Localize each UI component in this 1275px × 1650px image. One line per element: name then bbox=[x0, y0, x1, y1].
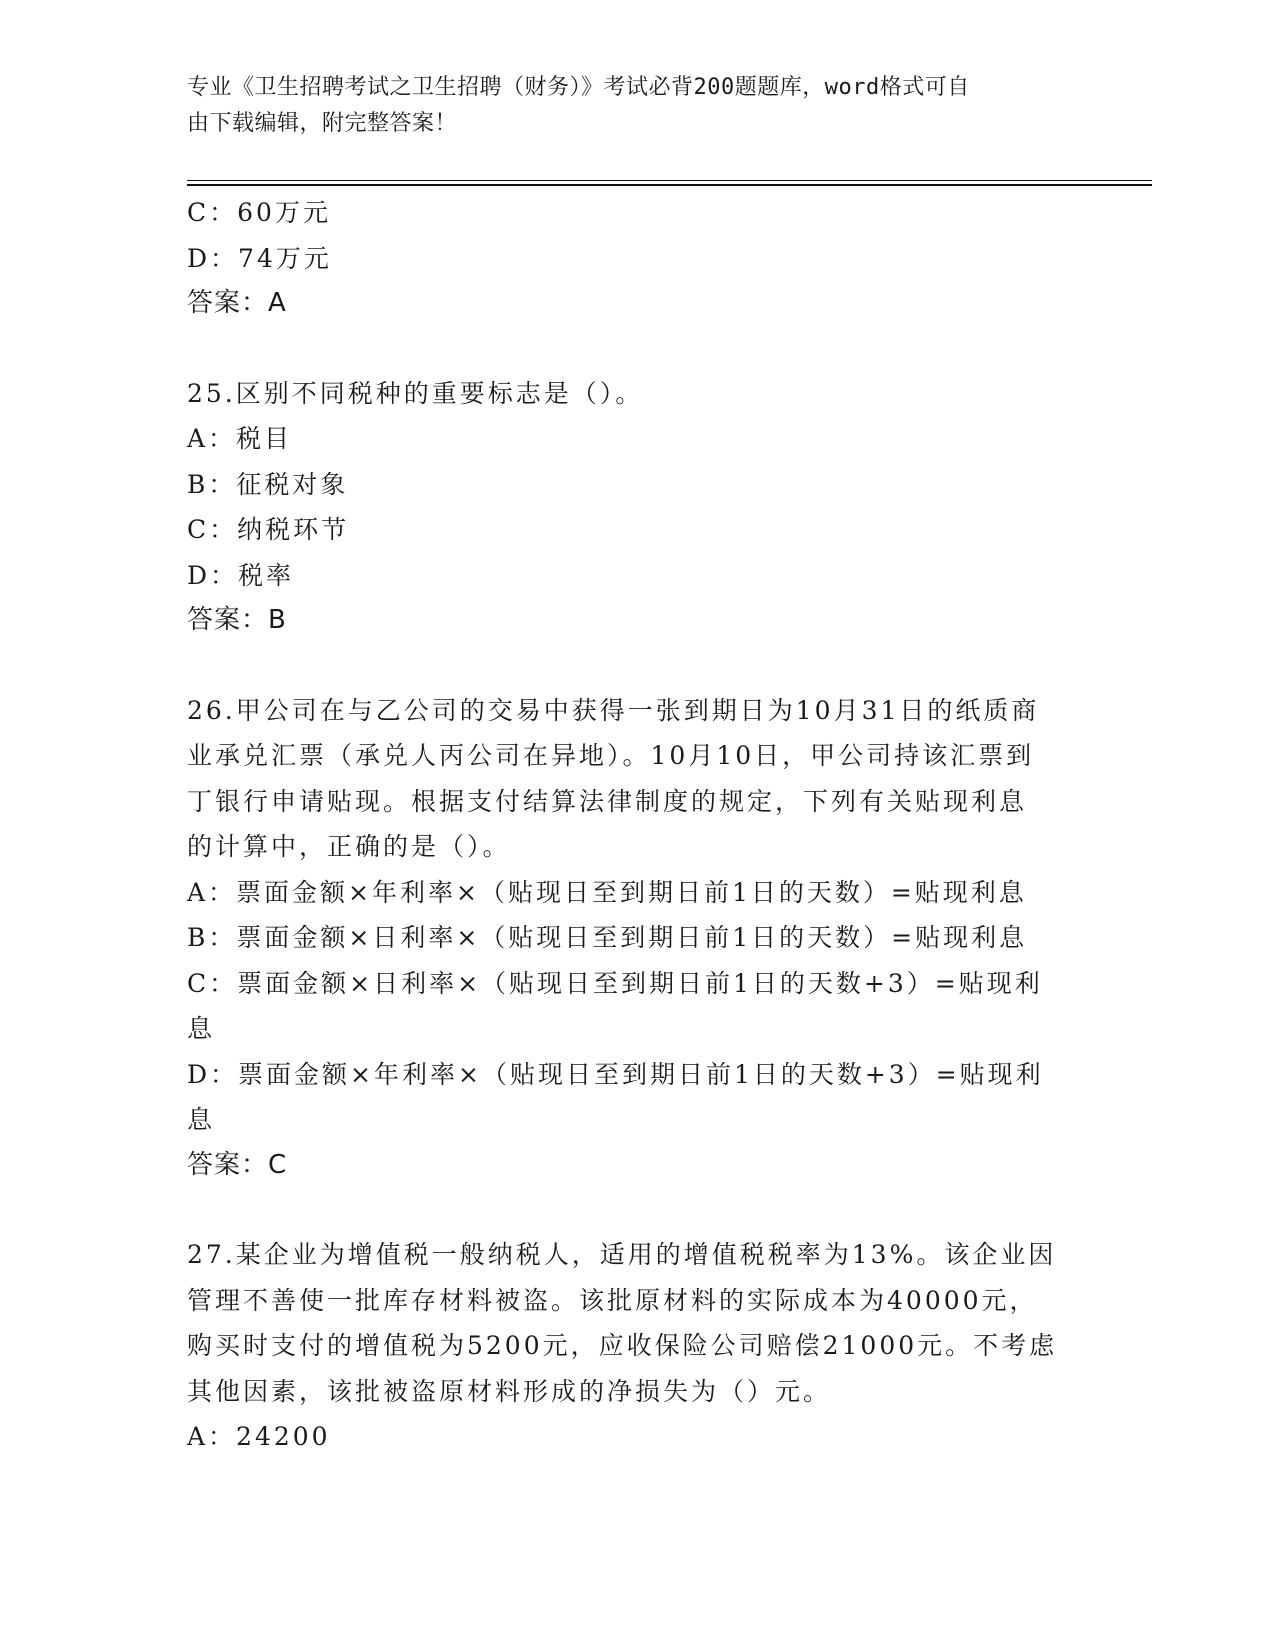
answer: 答案：A bbox=[187, 288, 287, 318]
header-rule-thin bbox=[187, 180, 1152, 181]
header-rule-thick bbox=[187, 184, 1152, 186]
header-line-1: 专业《卫生招聘考试之卫生招聘（财务）》考试必背200题题库，word格式可自 bbox=[187, 75, 970, 100]
option-b: B：票面金额×日利率×（贴现日至到期日前1日的天数）=贴现利息 bbox=[187, 923, 1028, 952]
option-d-cont: 息 bbox=[187, 1105, 216, 1134]
question-25 bbox=[187, 371, 1067, 644]
question-stem-line: 的计算中，正确的是（）。 bbox=[187, 832, 511, 861]
option-d: D：74万元 bbox=[187, 243, 332, 273]
option-a: A：票面金额×年利率×（贴现日至到期日前1日的天数）=贴现利息 bbox=[187, 877, 1027, 907]
header-line-2: 由下载编辑，附完整答案！ bbox=[187, 111, 458, 136]
option-a: A：税目 bbox=[187, 424, 293, 453]
question-24-tail bbox=[187, 190, 1067, 327]
question-stem-line: 业承兑汇票（承兑人丙公司在异地）。10月10日，甲公司持该汇票到 bbox=[187, 741, 1035, 770]
option-c: C：票面金额×日利率×（贴现日至到期日前1日的天数+3）=贴现利 bbox=[187, 968, 1043, 998]
question-stem-line: 丁银行申请贴现。根据支付结算法律制度的规定，下列有关贴现利息 bbox=[187, 786, 1028, 816]
question-stem-line: 26.甲公司在与乙公司的交易中获得一张到期日为10月31日的纸质商 bbox=[187, 695, 1040, 725]
option-a: A：24200 bbox=[187, 1422, 331, 1451]
page-header bbox=[187, 70, 1067, 142]
question-27 bbox=[187, 1232, 1067, 1460]
answer: 答案：C bbox=[187, 1149, 288, 1180]
question-stem-line: 管理不善使一批库存材料被盗。该批原材料的实际成本为40000元， bbox=[187, 1285, 1038, 1315]
option-d: D：税率 bbox=[187, 560, 295, 590]
option-c: C：纳税环节 bbox=[187, 515, 350, 544]
option-c: C：60万元 bbox=[187, 198, 331, 227]
option-d: D：票面金额×年利率×（贴现日至到期日前1日的天数+3）=贴现利 bbox=[187, 1059, 1044, 1089]
option-b: B：征税对象 bbox=[187, 469, 349, 499]
answer: 答案：B bbox=[187, 605, 287, 635]
document-body bbox=[187, 190, 1067, 1460]
question-stem-line: 购买时支付的增值税为5200元，应收保险公司赔偿21000元。不考虑 bbox=[187, 1331, 1058, 1360]
question-stem-line: 27.某企业为增值税一般纳税人，适用的增值税税率为13%。该企业因 bbox=[187, 1240, 1057, 1269]
question-stem-line: 其他因素，该批被盗原材料形成的净损失为（）元。 bbox=[187, 1376, 832, 1406]
question-26 bbox=[187, 688, 1067, 1189]
option-c-cont: 息 bbox=[187, 1014, 216, 1043]
question-stem: 25.区别不同税种的重要标志是（）。 bbox=[187, 378, 644, 408]
